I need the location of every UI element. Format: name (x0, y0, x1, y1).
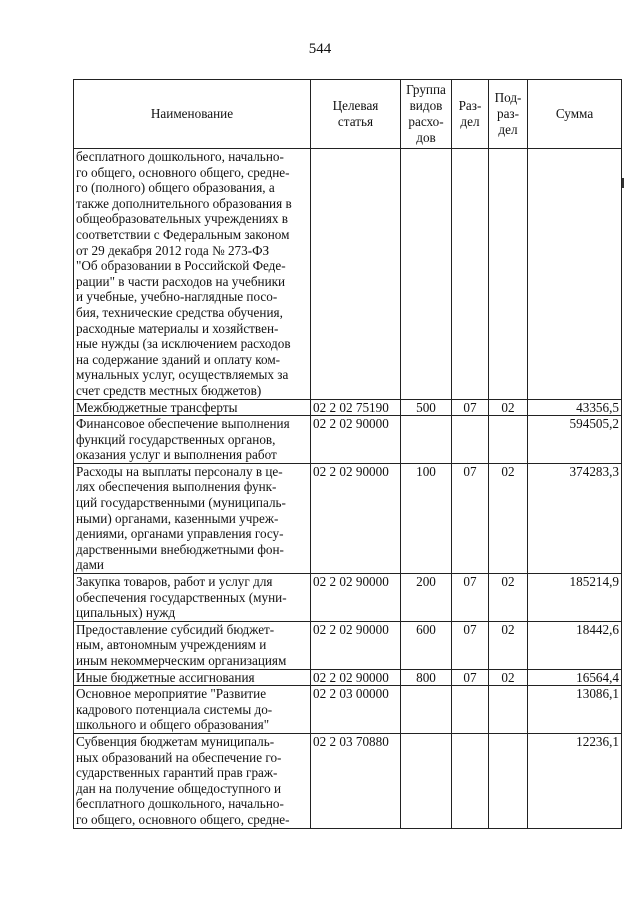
cell-amount: 594505,2 (528, 416, 622, 464)
cell-target-article: 02 2 02 90000 (311, 669, 401, 686)
table-body (74, 149, 622, 829)
cell-target-article: 02 2 03 70880 (311, 733, 401, 828)
cell-section: 07 (452, 669, 489, 686)
cell-target-article: 02 2 02 90000 (311, 574, 401, 622)
cell-section: 07 (452, 399, 489, 416)
table-row (74, 686, 622, 734)
cell-name: Субвенция бюджетам муниципаль- ных образований на обеспечение го- сударственных гарантий прав граж- дан на получение общедоступного и бесплатного дошкольного, начально- го общего, основного общего, средне- (74, 733, 311, 828)
header-amount: Сумма (528, 80, 622, 149)
cell-subsection: 02 (489, 463, 528, 573)
margin-mark (622, 178, 624, 188)
cell-expense-group: 200 (401, 574, 452, 622)
cell-target-article: 02 2 02 90000 (311, 463, 401, 573)
table-row (74, 574, 622, 622)
table-row (74, 399, 622, 416)
cell-expense-group (401, 149, 452, 400)
cell-subsection (489, 416, 528, 464)
cell-subsection: 02 (489, 621, 528, 669)
cell-name: бесплатного дошкольного, начально- го общего, основного общего, средне- го (полного) общего образования, а также дополнительного образования в общеобразовательных учреждениях в соответствии с Федеральным законом от 29 декабря 2012 года № 273-ФЗ "Об образовании в Российской Феде- рации" в части расходов на учебники и учебные, учебно-наглядные посо- бия, технические средства обучения, расходные материалы и хозяйствен- ные нужды (за исключением расходов на содержание зданий и оплату ком- мунальных услуг, осуществляемых за счет средств местных бюджетов) (74, 149, 311, 400)
header-section: Раз- дел (452, 80, 489, 149)
table-row (74, 416, 622, 464)
table-row (74, 733, 622, 828)
cell-amount: 185214,9 (528, 574, 622, 622)
header-subsection: Под- раз- дел (489, 80, 528, 149)
table-row (74, 669, 622, 686)
cell-subsection (489, 686, 528, 734)
cell-amount: 16564,4 (528, 669, 622, 686)
cell-amount: 18442,6 (528, 621, 622, 669)
cell-subsection (489, 733, 528, 828)
cell-name: Межбюджетные трансферты (74, 399, 311, 416)
cell-amount: 12236,1 (528, 733, 622, 828)
cell-expense-group: 800 (401, 669, 452, 686)
cell-amount (528, 149, 622, 400)
cell-expense-group (401, 733, 452, 828)
cell-name: Основное мероприятие "Развитие кадрового потенциала системы до- школьного и общего образования" (74, 686, 311, 734)
cell-section: 07 (452, 621, 489, 669)
header-target-article: Целевая статья (311, 80, 401, 149)
cell-expense-group: 500 (401, 399, 452, 416)
cell-target-article: 02 2 03 00000 (311, 686, 401, 734)
cell-expense-group (401, 416, 452, 464)
table-row (74, 621, 622, 669)
table-row (74, 149, 622, 400)
cell-expense-group: 600 (401, 621, 452, 669)
cell-expense-group: 100 (401, 463, 452, 573)
cell-section (452, 149, 489, 400)
cell-name: Финансовое обеспечение выполнения функций государственных органов, оказания услуг и выполнения работ (74, 416, 311, 464)
cell-section: 07 (452, 463, 489, 573)
cell-section: 07 (452, 574, 489, 622)
cell-subsection (489, 149, 528, 400)
cell-amount: 13086,1 (528, 686, 622, 734)
table-row (74, 463, 622, 573)
cell-target-article: 02 2 02 90000 (311, 621, 401, 669)
cell-name: Расходы на выплаты персоналу в це- лях обеспечения выполнения функ- ций государственными (муниципаль- ными) органами, казенными учреж- дениями, органами управления госу- дарственными внебюджетными фон- дами (74, 463, 311, 573)
cell-subsection: 02 (489, 399, 528, 416)
cell-name: Иные бюджетные ассигнования (74, 669, 311, 686)
cell-expense-group (401, 686, 452, 734)
cell-target-article: 02 2 02 90000 (311, 416, 401, 464)
header-expense-group: Группа видов расхо- дов (401, 80, 452, 149)
page-number: 544 (308, 41, 332, 57)
cell-section (452, 416, 489, 464)
cell-target-article (311, 149, 401, 400)
cell-amount: 374283,3 (528, 463, 622, 573)
cell-subsection: 02 (489, 669, 528, 686)
cell-amount: 43356,5 (528, 399, 622, 416)
table-header-row (74, 80, 622, 149)
cell-section (452, 686, 489, 734)
cell-section (452, 733, 489, 828)
header-name: Наименование (74, 80, 311, 149)
cell-name: Закупка товаров, работ и услуг для обеспечения государственных (муни- ципальных) нужд (74, 574, 311, 622)
cell-target-article: 02 2 02 75190 (311, 399, 401, 416)
budget-table (73, 79, 622, 829)
cell-subsection: 02 (489, 574, 528, 622)
cell-name: Предоставление субсидий бюджет- ным, автономным учреждениям и иным некоммерческим организациям (74, 621, 311, 669)
